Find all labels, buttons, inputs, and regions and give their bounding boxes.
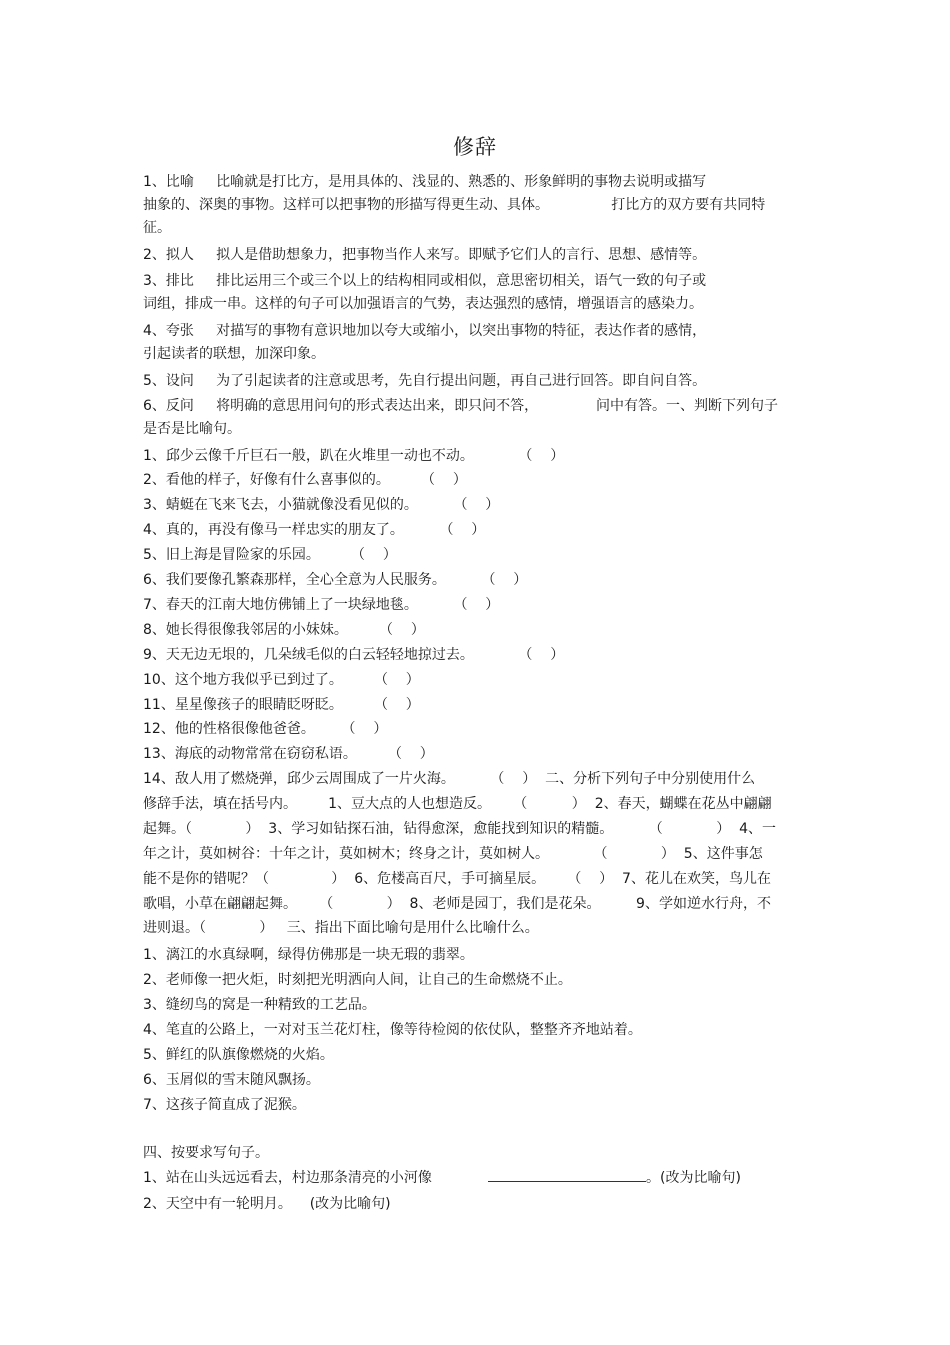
- section1-item: 5、旧上海是冒险家的乐园。 （ ）: [143, 547, 397, 563]
- section3-item: 3、缝纫鸟的窝是一种精致的工艺品。: [143, 997, 376, 1013]
- definition-line: 词组，排成一串。这样的句子可以加强语言的气势，表达强烈的感情，增强语言的感染力。: [143, 296, 703, 312]
- section1-item: 7、春天的江南大地仿佛铺上了一块绿地毯。 （ ）: [143, 597, 500, 613]
- definition-line: 抽象的、深奥的事物。这样可以把事物的形描写得更生动、具体。 打比方的双方要有共同特: [143, 197, 766, 213]
- definition-line: 3、排比 排比运用三个或三个以上的结构相同或相似，意思密切相关，语气一致的句子或: [143, 273, 707, 289]
- section1-item: 13、海底的动物常常在窃窃私语。 （ ）: [143, 746, 434, 762]
- definition-line: 2、拟人 拟人是借助想象力，把事物当作人来写。即赋予它们人的言行、思想、感情等。: [143, 247, 707, 263]
- section1-item: 12、他的性格很像他爸爸。 （ ）: [143, 721, 388, 737]
- section1-item: 8、她长得很像我邻居的小妹妹。 （ ）: [143, 622, 425, 638]
- section2-line: 能不是你的错呢？（ ） 6、危楼高百尺，手可摘星辰。 （ ） 7、花儿在欢笑，鸟儿在: [143, 871, 771, 887]
- section4-question-2: 2、天空中有一轮明月。 (改为比喻句): [143, 1196, 391, 1212]
- section3-item: 4、笔直的公路上，一对对玉兰花灯柱，像等待检阅的依仗队，整整齐齐地站着。: [143, 1022, 642, 1038]
- section1-item: 2、看他的样子，好像有什么喜事似的。 （ ）: [143, 472, 467, 488]
- section3-item: 1、漓江的水真绿啊，绿得仿佛那是一块无瑕的翡翠。: [143, 947, 474, 963]
- section2-line: 歌唱，小草在翩翩起舞。 （ ） 8、老师是园丁，我们是花朵。 9、学如逆水行舟，不: [143, 896, 771, 912]
- section3-item: 5、鲜红的队旗像燃烧的火焰。: [143, 1047, 334, 1063]
- definition-line: 6、反问 将明确的意思用问句的形式表达出来，即只问不答， 问中有答。一、判断下列句子: [143, 398, 779, 414]
- section1-item: 6、我们要像孔繁森那样，全心全意为人民服务。 （ ）: [143, 572, 528, 588]
- section1-item: 4、真的，再没有像马一样忠实的朋友了。 （ ）: [143, 522, 486, 538]
- definition-line: 1、比喻 比喻就是打比方，是用具体的、浅显的、熟悉的、形象鲜明的事物去说明或描写: [143, 174, 707, 190]
- section2-line: 14、敌人用了燃烧弹，邱少云周围成了一片火海。 （ ） 二、分析下列句子中分别使用什么: [143, 771, 756, 787]
- definition-line: 5、设问 为了引起读者的注意或思考，先自行提出问题，再自己进行回答。即自问自答。: [143, 373, 707, 389]
- section3-item: 7、这孩子简直成了泥猴。: [143, 1097, 306, 1113]
- section4-question-1-suffix: 。(改为比喻句): [646, 1170, 741, 1186]
- section2-line: 修辞手法，填在括号内。 1、豆大点的人也想造反。 （ ） 2、春天，蝴蝶在花丛中翩翩: [143, 796, 772, 812]
- section4-question-1: 1、站在山头远远看去，村边那条清亮的小河像: [143, 1170, 432, 1186]
- section2-line: 起舞。（ ） 3、学习如钻探石油，钻得愈深，愈能找到知识的精髓。 （ ） 4、一: [143, 821, 777, 837]
- section1-item: 1、邱少云像千斤巨石一般，趴在火堆里一动也不动。 （ ）: [143, 448, 565, 464]
- page-title: 修辞: [453, 135, 497, 159]
- section2-line: 年之计，莫如树谷：十年之计，莫如树木；终身之计，莫如树人。 （ ） 5、这件事怎: [143, 846, 763, 862]
- definition-line: 引起读者的联想，加深印象。: [143, 346, 325, 362]
- definition-line: 征。: [143, 220, 171, 236]
- section3-item: 2、老师像一把火炬，时刻把光明洒向人间，让自己的生命燃烧不止。: [143, 972, 572, 988]
- section1-item: 3、蜻蜓在飞来飞去，小猫就像没看见似的。 （ ）: [143, 497, 500, 513]
- section3-item: 6、玉屑似的雪末随风飘扬。: [143, 1072, 320, 1088]
- section1-item: 9、天无边无垠的，几朵绒毛似的白云轻轻地掠过去。 （ ）: [143, 647, 565, 663]
- answer-blank-line: [488, 1181, 646, 1182]
- definition-line: 4、夸张 对描写的事物有意识地加以夸大或缩小，以突出事物的特征，表达作者的感情，: [143, 323, 707, 339]
- section1-item: 10、这个地方我似乎已到过了。 （ ）: [143, 672, 420, 688]
- definition-line: 是否是比喻句。: [143, 421, 241, 437]
- section2-line: 进则退。（ ） 三、指出下面比喻句是用什么比喻什么。: [143, 920, 539, 936]
- section1-item: 11、星星像孩子的眼睛眨呀眨。 （ ）: [143, 697, 420, 713]
- section4-heading: 四、按要求写句子。: [143, 1145, 269, 1161]
